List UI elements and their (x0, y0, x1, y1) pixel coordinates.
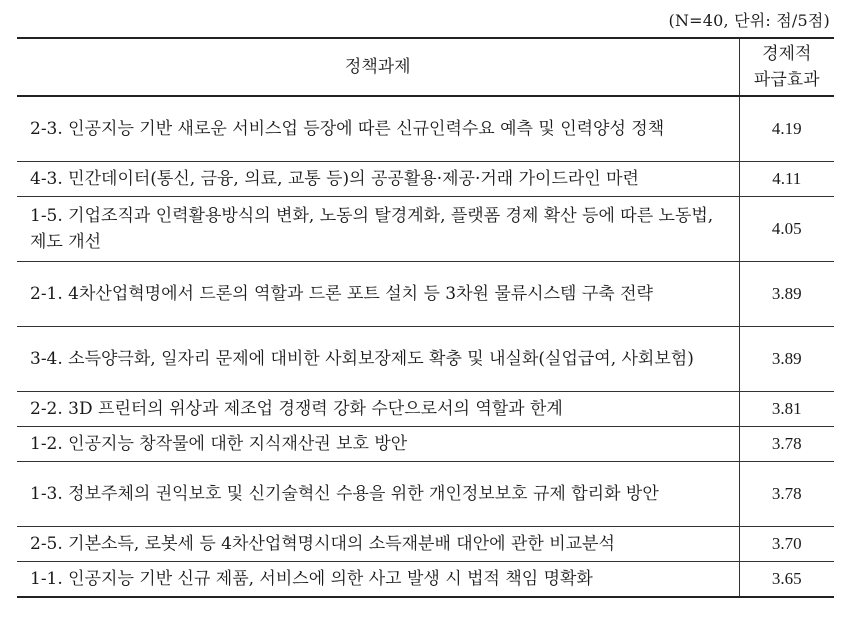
table-row (17, 392, 834, 427)
header-row (17, 38, 834, 96)
unit-note: (N=40, 단위: 점/5점) (668, 11, 830, 30)
task-cell: 4-3. 민간데이터(통신, 금융, 의료, 교통 등)의 공공활용·제공·거래 가이드라인 마련 (17, 162, 739, 197)
header-effect-line1: 경제적 (762, 44, 812, 64)
score-cell: 4.19 (739, 96, 834, 162)
task-cell: 1-3. 정보주체의 권익보호 및 신기술혁신 수용을 위한 개인정보보호 규제 합리화 방안 (17, 462, 739, 527)
header-task: 정책과제 (17, 38, 739, 96)
table-row (17, 562, 834, 598)
policy-table (17, 37, 834, 598)
task-cell: 3-4. 소득양극화, 일자리 문제에 대비한 사회보장제도 확충 및 내실화(실업급여, 사회보험) (17, 327, 739, 392)
score-cell: 4.11 (739, 162, 834, 197)
header-effect (739, 38, 834, 96)
table-row (17, 327, 834, 392)
score-cell: 3.78 (739, 462, 834, 527)
score-cell: 3.89 (739, 262, 834, 327)
task-cell: 1-1. 인공지능 기반 신규 제품, 서비스에 의한 사고 발생 시 법적 책임 명확화 (17, 562, 739, 598)
task-cell: 1-2. 인공지능 창작물에 대한 지식재산권 보호 방안 (17, 427, 739, 462)
table-row (17, 96, 834, 162)
table-row (17, 162, 834, 197)
table-row (17, 427, 834, 462)
score-cell: 3.70 (739, 527, 834, 562)
score-cell: 3.78 (739, 427, 834, 462)
table-row (17, 527, 834, 562)
table-row (17, 197, 834, 262)
task-cell: 2-1. 4차산업혁명에서 드론의 역할과 드론 포트 설치 등 3차원 물류시스템 구축 전략 (17, 262, 739, 327)
table-row (17, 462, 834, 527)
task-cell: 2-2. 3D 프린터의 위상과 제조업 경쟁력 강화 수단으로서의 역할과 한계 (17, 392, 739, 427)
score-cell: 3.65 (739, 562, 834, 598)
score-cell: 4.05 (739, 197, 834, 262)
score-cell: 3.89 (739, 327, 834, 392)
header-effect-line2: 파급효과 (753, 70, 820, 90)
task-cell: 2-5. 기본소득, 로봇세 등 4차산업혁명시대의 소득재분배 대안에 관한 비교분석 (17, 527, 739, 562)
task-cell: 2-3. 인공지능 기반 새로운 서비스업 등장에 따른 신규인력수요 예측 및 인력양성 정책 (17, 96, 739, 162)
score-cell: 3.81 (739, 392, 834, 427)
task-cell: 1-5. 기업조직과 인력활용방식의 변화, 노동의 탈경계화, 플랫폼 경제 확산 등에 따른 노동법, 제도 개선 (17, 197, 739, 262)
table-row (17, 262, 834, 327)
